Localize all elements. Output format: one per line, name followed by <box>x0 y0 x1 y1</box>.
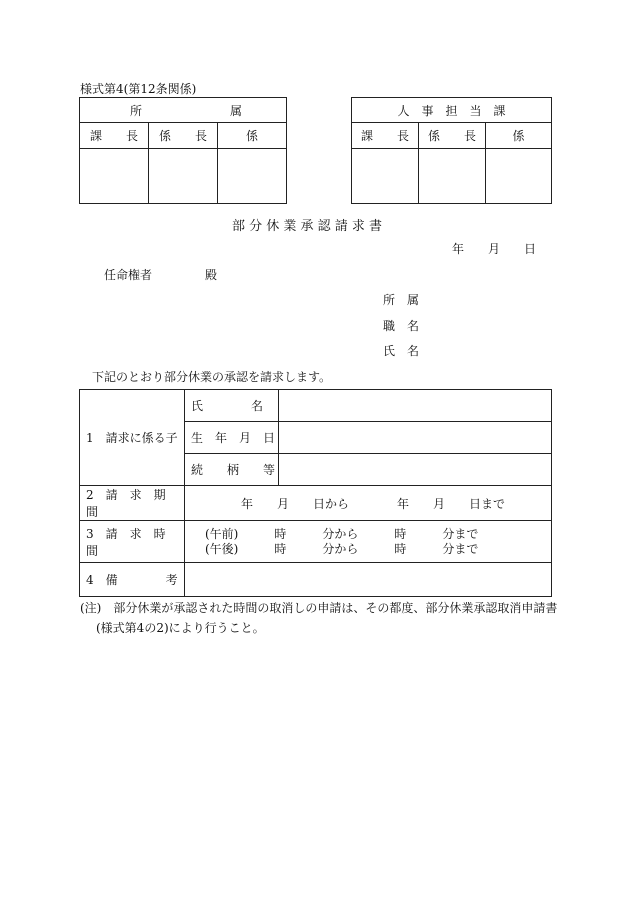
child-relation-label: 続 柄 等 <box>185 454 279 486</box>
child-birthdate-label: 生 年 月 日 <box>185 422 279 454</box>
affiliation-header: 所 属 <box>80 98 287 123</box>
child-relation-field[interactable] <box>279 454 552 486</box>
affiliation-stamp-cell[interactable] <box>218 149 287 204</box>
request-time-label: 3 請 求 時 間 <box>80 521 185 563</box>
note-line-1: (注) 部分休業が承認された時間の取消しの申請は、その都度、部分休業承認取消申請書 <box>80 601 558 615</box>
affiliation-approval-box <box>79 97 287 204</box>
affiliation-stamp-cell[interactable] <box>80 149 149 204</box>
affiliation-stamp-cell[interactable] <box>149 149 218 204</box>
remarks-label: 4 備 考 <box>80 563 185 597</box>
hr-col-staff: 係 <box>486 123 552 149</box>
request-time-field[interactable] <box>185 521 552 563</box>
child-name-label: 氏 名 <box>185 390 279 422</box>
applicant-name-label: 氏 名 <box>383 344 420 358</box>
hr-col-chief: 課 長 <box>352 123 419 149</box>
child-birthdate-field[interactable] <box>279 422 552 454</box>
remarks-field[interactable] <box>185 563 552 597</box>
note-line-2: (様式第4の2)により行うこと。 <box>96 621 265 635</box>
hr-header: 人 事 担 当 課 <box>352 98 552 123</box>
request-time-pm: (午後) 時 分から 時 分まで <box>205 541 479 556</box>
request-period-field[interactable]: 年 月 日から 年 月 日まで <box>185 486 552 521</box>
child-section-label: 1 請求に係る子 <box>80 390 185 486</box>
addressee-suffix: 殿 <box>205 268 218 282</box>
document-title: 部 分 休 業 承 認 請 求 書 <box>232 219 383 234</box>
affiliation-col-subchief: 係 長 <box>149 123 218 149</box>
intro-text: 下記のとおり部分休業の承認を請求します。 <box>92 370 332 384</box>
affiliation-col-staff: 係 <box>218 123 287 149</box>
request-time-am: (午前) 時 分から 時 分まで <box>205 526 479 541</box>
hr-approval-box <box>351 97 552 204</box>
date-line: 年 月 日 <box>452 242 537 256</box>
hr-col-subchief: 係 長 <box>419 123 486 149</box>
hr-stamp-cell[interactable] <box>419 149 486 204</box>
request-period-label: 2 請 求 期 間 <box>80 486 185 521</box>
applicant-affiliation-label: 所 属 <box>383 293 420 307</box>
form-label: 様式第4(第12条関係) <box>80 82 197 96</box>
hr-stamp-cell[interactable] <box>352 149 419 204</box>
request-table <box>79 389 552 597</box>
affiliation-col-chief: 課 長 <box>80 123 149 149</box>
hr-stamp-cell[interactable] <box>486 149 552 204</box>
addressee: 任命権者 <box>104 268 153 282</box>
applicant-position-label: 職 名 <box>383 319 420 333</box>
child-name-field[interactable] <box>279 390 552 422</box>
